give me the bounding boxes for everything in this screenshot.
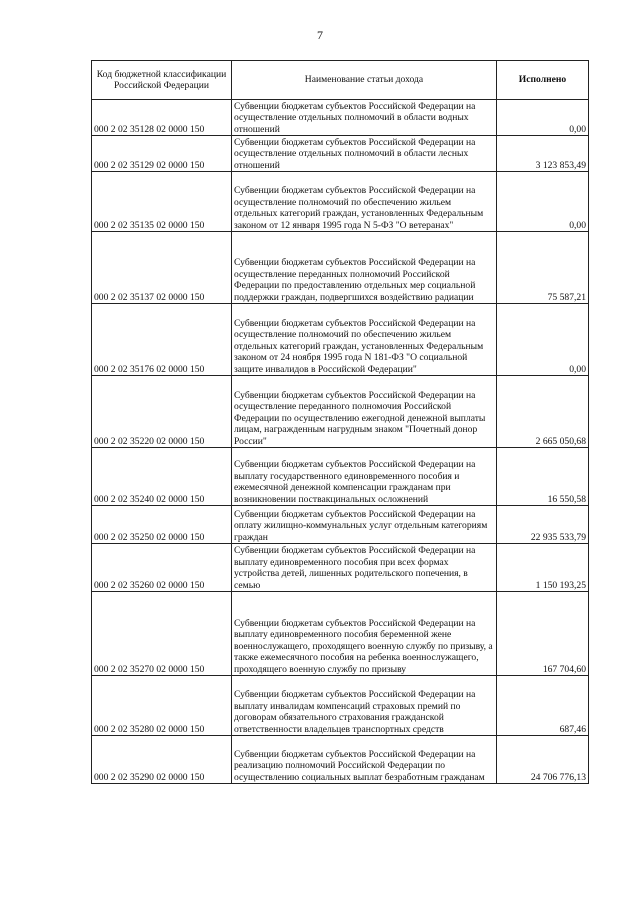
header-executed: Исполнено xyxy=(497,61,589,100)
row-code: 000 2 02 35290 02 0000 150 xyxy=(92,736,232,784)
table-row xyxy=(92,232,589,304)
row-code: 000 2 02 35280 02 0000 150 xyxy=(92,676,232,736)
row-name: Субвенции бюджетам субъектов Российской Федерации на осуществление отдельных полномочий в области водных отношений xyxy=(232,100,497,136)
page-number: 7 xyxy=(317,28,323,42)
row-name: Субвенции бюджетам субъектов Российской Федерации на осуществление переданного полномочия Российской Федерации по осуществлению ежегодной денежной выплаты лицам, награжденным нагрудным знаком "Почетный донор России" xyxy=(232,376,497,448)
table-row xyxy=(92,736,589,784)
row-code: 000 2 02 35135 02 0000 150 xyxy=(92,172,232,232)
row-name: Субвенции бюджетам субъектов Российской Федерации на оплату жилищно-коммунальных услуг отдельным категориям граждан xyxy=(232,506,497,544)
row-name: Субвенции бюджетам субъектов Российской Федерации на осуществление переданных полномочий Российской Федерации по предоставлению отдельных мер социальной поддержки граждан, подвергшихся воздействию радиации xyxy=(232,232,497,304)
table-row xyxy=(92,544,589,592)
row-amount: 167 704,60 xyxy=(497,592,589,676)
budget-revenue-table xyxy=(91,60,589,784)
row-code: 000 2 02 35260 02 0000 150 xyxy=(92,544,232,592)
table-row xyxy=(92,448,589,506)
row-name: Субвенции бюджетам субъектов Российской Федерации на реализацию полномочий Российской Федерации по осуществлению социальных выплат безработным гражданам xyxy=(232,736,497,784)
table-row xyxy=(92,304,589,376)
row-name: Субвенции бюджетам субъектов Российской Федерации на выплату единовременного пособия при всех формах устройства детей, лишенных родительского попечения, в семью xyxy=(232,544,497,592)
row-amount: 16 550,58 xyxy=(497,448,589,506)
row-code: 000 2 02 35137 02 0000 150 xyxy=(92,232,232,304)
row-code: 000 2 02 35250 02 0000 150 xyxy=(92,506,232,544)
table-row xyxy=(92,506,589,544)
row-amount: 0,00 xyxy=(497,304,589,376)
row-code: 000 2 02 35176 02 0000 150 xyxy=(92,304,232,376)
row-amount: 3 123 853,49 xyxy=(497,136,589,172)
row-code: 000 2 02 35270 02 0000 150 xyxy=(92,592,232,676)
table-row xyxy=(92,136,589,172)
table-row xyxy=(92,676,589,736)
row-code: 000 2 02 35240 02 0000 150 xyxy=(92,448,232,506)
table-row xyxy=(92,592,589,676)
row-amount: 1 150 193,25 xyxy=(497,544,589,592)
row-amount: 75 587,21 xyxy=(497,232,589,304)
table-row xyxy=(92,100,589,136)
row-name: Субвенции бюджетам субъектов Российской Федерации на осуществление полномочий по обеспечению жильем отдельных категорий граждан, установленных Федеральным законом от 12 января 1995 года N 5-ФЗ "О ветеранах" xyxy=(232,172,497,232)
row-name: Субвенции бюджетам субъектов Российской Федерации на выплату инвалидам компенсаций страховых премий по договорам обязательного страхования гражданской ответственности владельцев транспортных средств xyxy=(232,676,497,736)
row-name: Субвенции бюджетам субъектов Российской Федерации на осуществление полномочий по обеспечению жильем отдельных категорий граждан, установленных Федеральным законом от 24 ноября 1995 года N 181-ФЗ "О социальной защите инвалидов в Российской Федерации" xyxy=(232,304,497,376)
row-amount: 0,00 xyxy=(497,100,589,136)
table-row xyxy=(92,376,589,448)
row-name: Субвенции бюджетам субъектов Российской Федерации на осуществление отдельных полномочий в области лесных отношений xyxy=(232,136,497,172)
row-amount: 2 665 050,68 xyxy=(497,376,589,448)
row-name: Субвенции бюджетам субъектов Российской Федерации на выплату государственного единовременного пособия и ежемесячной денежной компенсации гражданам при возникновении поствакцинальных осложнений xyxy=(232,448,497,506)
header-code: Код бюджетной классификации Российской Федерации xyxy=(92,61,232,100)
row-amount: 0,00 xyxy=(497,172,589,232)
row-amount: 24 706 776,13 xyxy=(497,736,589,784)
row-code: 000 2 02 35220 02 0000 150 xyxy=(92,376,232,448)
row-code: 000 2 02 35129 02 0000 150 xyxy=(92,136,232,172)
header-name: Наименование статьи дохода xyxy=(232,61,497,100)
row-amount: 22 935 533,79 xyxy=(497,506,589,544)
row-code: 000 2 02 35128 02 0000 150 xyxy=(92,100,232,136)
table-header-row xyxy=(92,61,589,100)
table-row xyxy=(92,172,589,232)
row-name: Субвенции бюджетам субъектов Российской Федерации на выплату единовременного пособия беременной жене военнослужащего, проходящего военную службу по призыву, а также ежемесячного пособия на ребенка военнослужащего, проходящего военную службу по призыву xyxy=(232,592,497,676)
row-amount: 687,46 xyxy=(497,676,589,736)
